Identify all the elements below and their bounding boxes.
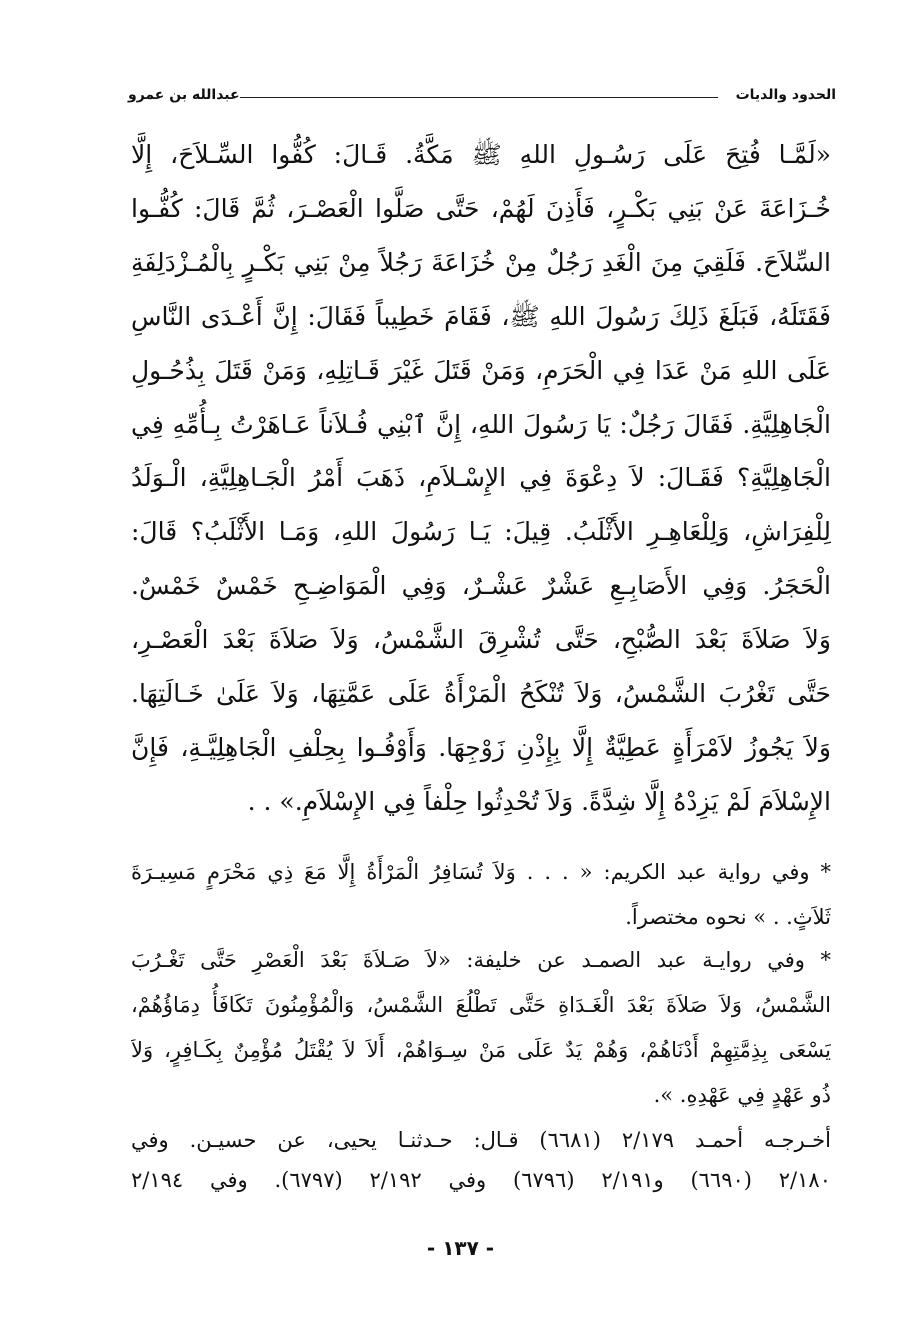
source-citation	[131, 1120, 831, 1200]
narrator-name: عبدالله بن عمرو	[128, 87, 240, 103]
page-number: - ١٣٧ -	[426, 1236, 495, 1260]
hadith-line: الإِسْلاَمَ لَمْ يَزِدْهُ إِلَّا شِدَّةً. وَلاَ تُحْدِثُوا حِلْفاً فِي الإِسْلاَمِ.» . .	[247, 786, 831, 816]
hadith-line: وَلاَ صَلاَةَ بَعْدَ الصُّبْحِ، حَتَّى تُشْرِقَ الشَّمْسُ، وَلاَ صَلاَةَ بَعْدَ الْعَصْـرِ،	[131, 625, 831, 655]
header-rule	[240, 97, 718, 98]
narration-line: ثَلاَثٍ. . » نحوه مختصراً.	[625, 905, 831, 929]
hadith-line: «لَمَّـا فُتِحَ عَلَى رَسُـولِ اللهِ ﷺ مَكَّةُ. قَـالَ: كُفُّوا السِّـلاَحَ، إِلَّا	[131, 140, 831, 169]
narration-line: ذُو عَهْدٍ فِي عَهْدِهِ. ».	[653, 1083, 831, 1107]
hadith-line: لِلْفِرَاشِ، وَلِلْعَاهِـرِ الأَثْلَبُ. قِيلَ: يَـا رَسُولَ اللهِ، وَمَـا الأَثْلَبُ؟ قَالَ:	[131, 517, 831, 547]
narration-line: الشَّمْسُ، وَلاَ صَلاَةَ بَعْدَ الْغَـدَاةِ حَتَّى تَطْلُعَ الشَّمْسُ، وَالْمُؤْمِنُونَ تَكَافَأُ دِمَاؤُهُمْ،	[131, 993, 831, 1017]
narration-abd-al-samad	[131, 938, 831, 1118]
hadith-line: الْحَجَرُ. وَفِي الأَصَابِـعِ عَشْرٌ عَشْـرٌ، وَفِي الْمَوَاضِـحِ خَمْسٌ خَمْسٌ.	[131, 571, 831, 601]
running-header	[128, 84, 836, 106]
hadith-line: عَلَى اللهِ مَنْ عَدَا فِي الْحَرَمِ، وَمَنْ قَتَلَ غَيْرَ قَـاتِلِهِ، وَمَنْ قَتَلَ بِذُحُـولِ	[131, 355, 831, 385]
hadith-line: الْجَاهِلِيَّةِ. فَقَالَ رَجُلٌ: يَا رَسُولَ اللهِ، إِنَّ ٱبْنِي فُـلاَناً عَـاهَرْتُ بِـأُمِّهِ فِي	[131, 409, 831, 439]
citation-line: أخـرجـه أحمـد ٢/١٧٩ (٦٦٨١) قـال: حـدثنـا يحيى، عن حسيـن. وفي	[131, 1128, 831, 1152]
hadith-line: خُـزَاعَةَ عَنْ بَنِي بَكْـرٍ، فَأَذِنَ لَهُمْ، حَتَّى صَلَّوا الْعَصْـرَ، ثُمَّ قَالَ: كُفُّـوا	[131, 193, 831, 223]
hadith-line: السِّلاَحَ. فَلَقِيَ مِنَ الْغَدِ رَجُلٌ مِنْ خُزَاعَةَ رَجُلاً مِنْ بَنِي بَكْـرٍ بِالْمُـزْدَلِفَةِ	[131, 247, 831, 277]
narration-line: * وفي روايـة عبد الصمـد عن خليفة: «لاَ صَـلاَةَ بَعْدَ الْعَصْرِ حَتَّى تَغْـرُبَ	[131, 948, 831, 972]
section-title: الحدود والديات	[735, 87, 836, 103]
hadith-line: وَلاَ يَجُوزُ لاَمْرَأَةٍ عَطِيَّةٌ إِلَّا بِإِذْنِ زَوْجِهَا. وَأَوْفُـوا بِحِلْفِ الْجَاهِلِيَّـةِ، فَإِنَّ	[131, 732, 831, 762]
hadith-line: الْجَاهِلِيَّةِ؟ فَقَـالَ: لاَ دِعْوَةَ فِي الإِسْـلاَمِ، ذَهَبَ أَمْرُ الْجَـاهِلِيَّةِ، الْـوَلَدُ	[131, 463, 831, 493]
hadith-line: فَقَتَلَهُ، فَبَلَغَ ذَلِكَ رَسُولَ اللهِ ﷺ، فَقَامَ خَطِيباً فَقَالَ: إِنَّ أَعْـدَى النَّاسِ	[131, 301, 831, 331]
narration-abd-al-karim	[131, 850, 831, 940]
hadith-line: حَتَّى تَغْرُبَ الشَّمْسُ، وَلاَ تُنْكَحُ الْمَرْأَةُ عَلَى عَمَّتِهَا، وَلاَ عَلَىٰ خَـالَتِهَا.	[131, 679, 831, 709]
narration-line: يَسْعَى بِذِمَّتِهِمْ أَدْنَاهُمْ، وَهُمْ يَدٌ عَلَى مَنْ سِـوَاهُمْ، أَلاَ لاَ يُقْتَلُ مُؤْمِنٌ بِكَـافِرٍ، وَلاَ	[131, 1038, 831, 1062]
narration-line: * وفي رواية عبد الكريم: « . . . وَلاَ تُسَافِرُ الْمَرْأَةُ إِلَّا مَعَ ذِي مَحْرَمٍ مَسِيـرَةَ	[131, 860, 831, 884]
citation-line: ٢/١٨٠ (٦٦٩٠) و٢/١٩١ (٦٧٩٦) وفي ٢/١٩٢ (٦٧٩٧). وفي ٢/١٩٤	[131, 1168, 831, 1192]
hadith-text	[131, 128, 831, 829]
